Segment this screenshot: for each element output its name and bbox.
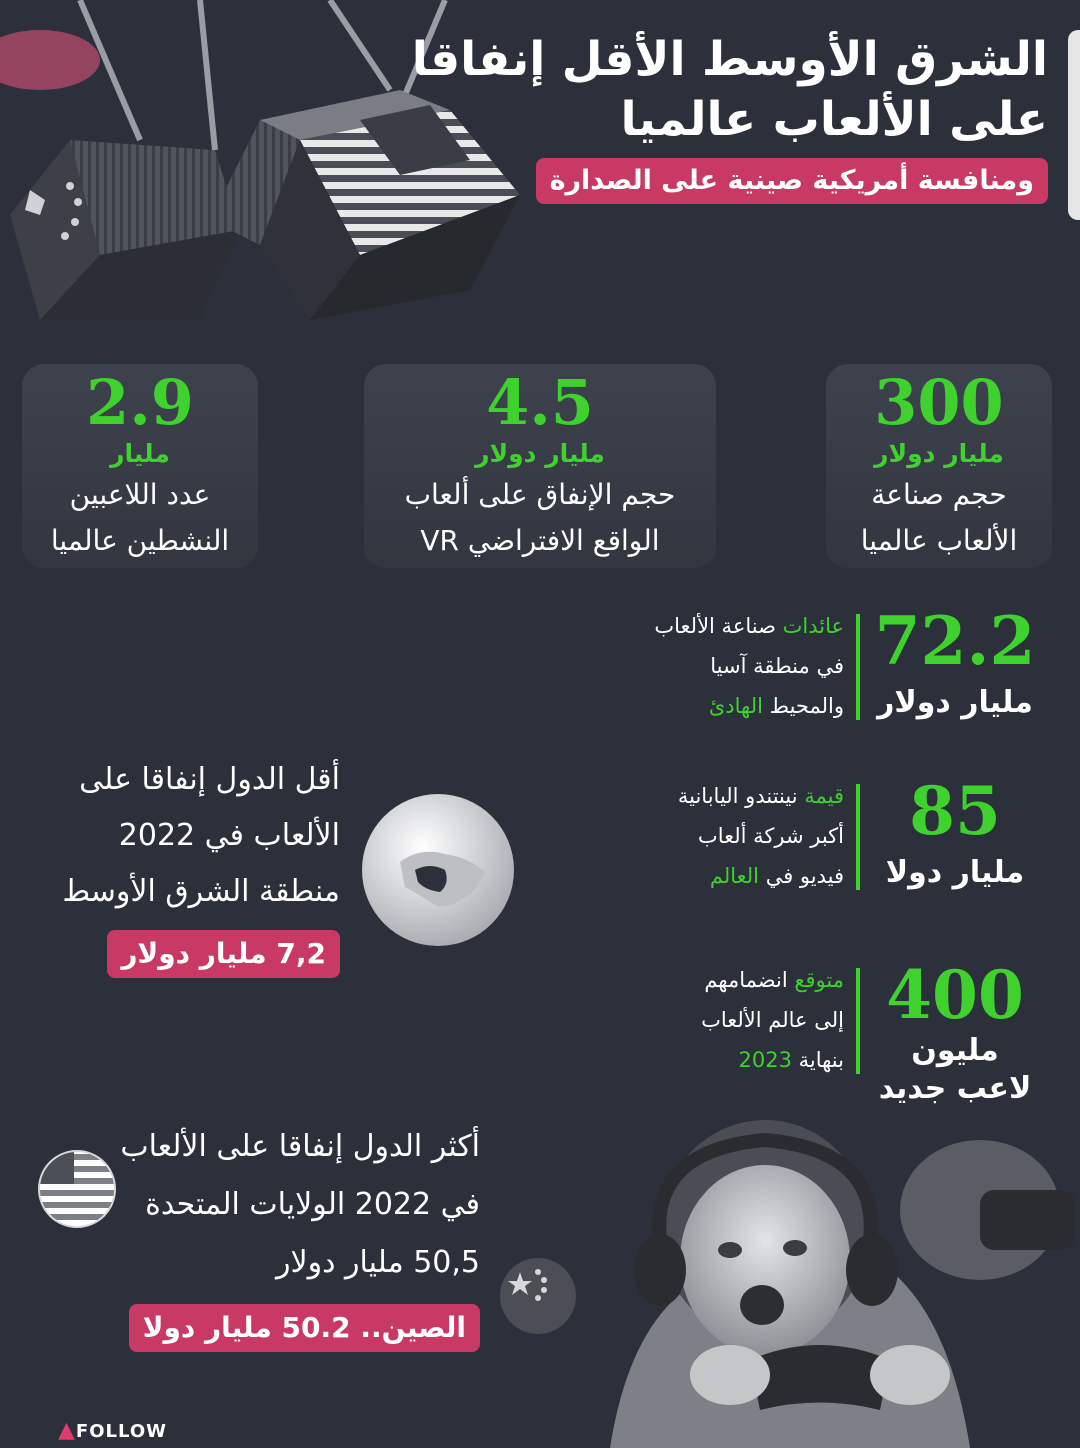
header (411, 30, 1048, 204)
row-new-players (620, 956, 1040, 1106)
stat-unit: مليار (110, 439, 170, 468)
stat-number: 2.9 (86, 366, 194, 439)
stat-number: 300 (874, 366, 1004, 439)
logo-mark-icon: ▲ (58, 1418, 76, 1443)
row-line3: والمحيط (762, 694, 844, 718)
stat-unit: مليار دولار (475, 439, 605, 468)
logo-text: FOLLOW (75, 1421, 167, 1442)
vr-headset-icon (980, 1190, 1075, 1250)
row-text (614, 606, 844, 726)
row-line2: في منطقة آسيا (710, 654, 844, 678)
china-flag-ball-icon (498, 1256, 578, 1336)
stat-desc-line2: النشطين عالميا (50, 524, 230, 557)
row-line1-highlight: عائدات (782, 614, 844, 638)
row-text (614, 776, 844, 896)
row-line3: فيديو في (759, 864, 844, 888)
stat-card-industry (826, 364, 1052, 568)
row-number: 400 (886, 956, 1024, 1034)
stat-desc-line1: عدد اللاعبين (69, 478, 211, 511)
row-unit: مليار دولار (877, 685, 1033, 720)
row-number: 72.2 (874, 602, 1036, 680)
row-divider (856, 614, 860, 720)
row-divider (856, 784, 860, 890)
row-line2: أكبر شركة ألعاب (697, 824, 844, 848)
header-edge-tab (1068, 30, 1080, 220)
row-asia-revenue (620, 602, 1040, 726)
row-number: 85 (909, 772, 1001, 850)
gamer-kid-icon (590, 1120, 1080, 1448)
row-line1: صناعة الألعاب (654, 614, 783, 638)
china-container-icon (10, 140, 240, 320)
most-line3: 50,5 مليار دولار (276, 1245, 480, 1280)
row-nintendo (620, 772, 1040, 896)
row-unit: مليون (911, 1033, 999, 1068)
row-unit2: لاعب جديد (878, 1071, 1032, 1106)
least-line2: الألعاب في 2022 (118, 818, 340, 853)
row-line1-highlight: قيمة (804, 784, 844, 808)
stat-number: 4.5 (486, 366, 594, 439)
least-line3: منطقة الشرق الأوسط (62, 874, 340, 909)
most-line2: في 2022 الولايات المتحدة (145, 1187, 480, 1222)
row-line1-highlight: متوقع (794, 968, 844, 992)
row-text (614, 960, 844, 1080)
most-spending-block (80, 1118, 480, 1352)
stat-card-players (22, 364, 258, 568)
page-title-line2: على الألعاب عالميا (620, 92, 1048, 147)
most-value-badge: الصين.. 50.2 مليار دولا (129, 1304, 480, 1352)
stat-desc-line2: الألعاب عالميا (860, 524, 1018, 557)
stat-desc-line2: الواقع الافتراضي VR (420, 524, 660, 557)
least-spending-block (40, 752, 340, 978)
stat-card-vr (364, 364, 716, 568)
row-divider (856, 968, 860, 1074)
least-line1: أقل الدول إنفاقا على (79, 762, 340, 797)
brand-logo (58, 1418, 167, 1443)
row-line1: انضمامهم (704, 968, 795, 992)
speaker-icon (0, 30, 100, 90)
globe-icon (360, 792, 516, 948)
row-line1: نينتندو اليابانية (677, 784, 805, 808)
most-line1: أكثر الدول إنفاقا على الألعاب (120, 1129, 480, 1164)
row-line3: بنهاية (791, 1048, 844, 1072)
row-line3-highlight: الهادئ (708, 694, 763, 718)
stat-desc-line1: حجم الإنفاق على ألعاب (404, 478, 676, 511)
page-title-line1: الشرق الأوسط الأقل إنفاقا (411, 32, 1048, 87)
row-line3-highlight: العالم (709, 864, 760, 888)
stat-desc-line1: حجم صناعة (871, 478, 1007, 511)
row-line2: إلى عالم الألعاب (701, 1008, 844, 1032)
page-subtitle: ومنافسة أمريكية صينية على الصدارة (536, 158, 1048, 204)
least-value-badge: 7,2 مليار دولار (107, 930, 340, 978)
stat-unit: مليار دولار (874, 439, 1004, 468)
row-unit: مليار دولا (885, 855, 1025, 890)
row-line3-highlight: 2023 (738, 1048, 792, 1072)
